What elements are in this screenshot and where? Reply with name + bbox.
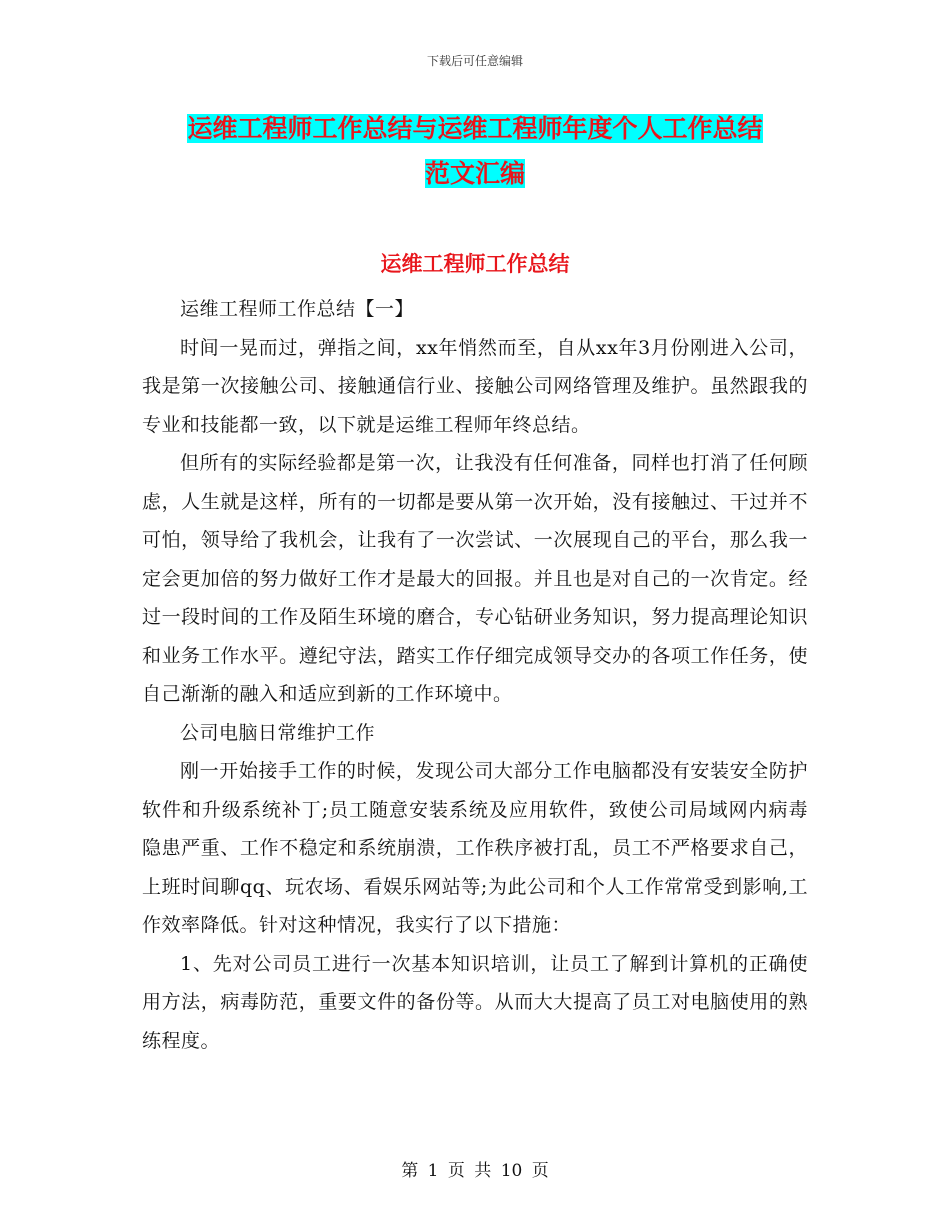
document-body	[142, 290, 808, 1060]
section-heading: 运维工程师工作总结	[380, 251, 570, 276]
document-title-line-2: 范文汇编	[424, 159, 525, 188]
subsection-label: 公司电脑日常维护工作	[180, 721, 376, 744]
document-title	[140, 106, 810, 196]
subsection-label: 运维工程师工作总结【一】	[180, 298, 415, 320]
body-paragraph: 时间一晃而过，弹指之间，xx年悄然而至，自从xx年3月份刚进入公司，我是第一次接触公司、接触通信行业、接触公司网络管理及维护。虽然跟我的专业和技能都一致，以下就是运维工程师年终总结。	[142, 336, 808, 436]
page-header-note: 下载后可任意编辑	[426, 54, 523, 68]
body-paragraph: 刚一开始接手工作的时候，发现公司大部分工作电脑都没有安装安全防护软件和升级系统补丁;员工随意安装系统及应用软件，致使公司局域网内病毒隐患严重、工作不稳定和系统崩溃，工作秩序被打乱，员工不严格要求自己，上班时间聊qq、玩农场、看娱乐网站等;为此公司和个人工作常常受到影响,工作效率降低。针对这种情况，我实行了以下措施：	[142, 760, 808, 936]
body-paragraph: 1、先对公司员工进行一次基本知识培训，让员工了解到计算机的正确使用方法，病毒防范，重要文件的备份等。从而大大提高了员工对电脑使用的熟练程度。	[142, 952, 808, 1052]
page-number-footer: 第 1 页 共 10 页	[401, 1161, 549, 1181]
body-paragraph: 但所有的实际经验都是第一次，让我没有任何准备，同样也打消了任何顾虑，人生就是这样，所有的一切都是要从第一次开始，没有接触过、干过并不可怕，领导给了我机会，让我有了一次尝试、一次展现自己的平台，那么我一定会更加倍的努力做好工作才是最大的回报。并且也是对自己的一次肯定。经过一段时间的工作及陌生环境的磨合，专心钻研业务知识，努力提高理论知识和业务工作水平。遵纪守法，踏实工作仔细完成领导交办的各项工作任务，使自己渐渐的融入和适应到新的工作环境中。	[142, 452, 808, 705]
document-title-line-1: 运维工程师工作总结与运维工程师年度个人工作总结	[187, 114, 763, 143]
